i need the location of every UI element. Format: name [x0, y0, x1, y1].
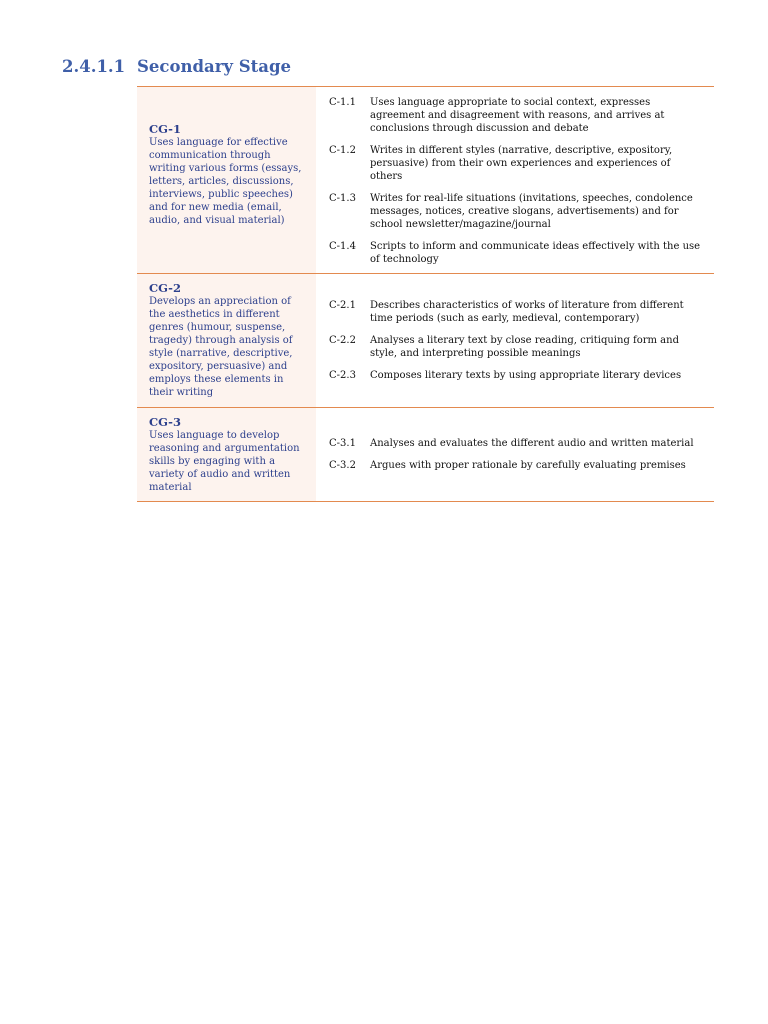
cg-title: CG-1	[149, 122, 181, 136]
section-title: Secondary Stage	[137, 57, 291, 76]
competency-item	[329, 437, 702, 450]
competency-cell	[316, 87, 714, 274]
cg-cell	[137, 274, 316, 408]
competency-text: Analyses a literary text by close reading, critiquing form and style, and interpreting possible meanings	[370, 335, 679, 359]
competency-text: Argues with proper rationale by carefully evaluating premises	[370, 460, 686, 471]
competency-code: C-2.1	[329, 300, 356, 311]
cg-description: Develops an appreciation of the aesthetics in different genres (humour, suspense, tragedy) through analysis of style (narrative, descriptive, expository, persuasive) and employs these elements in their writing	[149, 296, 293, 398]
competency-code: C-1.2	[329, 145, 356, 156]
cg-title: CG-3	[149, 415, 181, 429]
competency-code: C-1.3	[329, 193, 356, 204]
competency-item	[329, 144, 702, 183]
competency-code: C-2.3	[329, 370, 356, 381]
competency-item	[329, 334, 702, 360]
competency-text: Composes literary texts by using appropriate literary devices	[370, 370, 682, 381]
cg-cell	[137, 408, 316, 502]
competency-text: Writes for real-life situations (invitations, speeches, condolence messages, notices, creative slogans, advertisements) and for school newsletter/magazine/journal	[370, 193, 693, 230]
competency-code: C-1.4	[329, 241, 356, 252]
competency-text: Describes characteristics of works of literature from different time periods (such as early, medieval, contemporary)	[370, 300, 684, 324]
competency-code: C-1.1	[329, 97, 356, 108]
competency-text: Scripts to inform and communicate ideas effectively with the use of technology	[370, 241, 701, 265]
section-number: 2.4.1.1	[62, 57, 126, 76]
competency-item	[329, 96, 702, 135]
cg-description: Uses language for effective communication through writing various forms (essays, letters, articles, discussions, interviews, public speeches) and for new media (email, audio, and visual material)	[149, 137, 302, 226]
competency-cell	[316, 274, 714, 408]
competency-cell	[316, 408, 714, 502]
curricular-goals-table	[137, 86, 714, 502]
cg-row	[137, 87, 714, 274]
competency-item	[329, 240, 702, 266]
competency-text: Uses language appropriate to social context, expresses agreement and disagreement with reasons, and arrives at conclusions through discussion and debate	[370, 97, 665, 134]
competency-text: Analyses and evaluates the different audio and written material	[370, 438, 694, 449]
cg-row	[137, 274, 714, 408]
section-heading	[62, 57, 291, 76]
competency-item	[329, 192, 702, 231]
competency-text: Writes in different styles (narrative, descriptive, expository, persuasive) from their own experiences and experiences of others	[370, 145, 673, 182]
competency-code: C-3.2	[329, 460, 356, 471]
competency-item	[329, 299, 702, 325]
competency-code: C-2.2	[329, 335, 356, 346]
cg-cell	[137, 87, 316, 274]
cg-title: CG-2	[149, 281, 181, 295]
competency-item	[329, 459, 702, 472]
cg-row	[137, 408, 714, 502]
competency-item	[329, 369, 702, 382]
cg-description: Uses language to develop reasoning and argumentation skills by engaging with a variety of audio and written material	[149, 430, 300, 493]
competency-code: C-3.1	[329, 438, 356, 449]
